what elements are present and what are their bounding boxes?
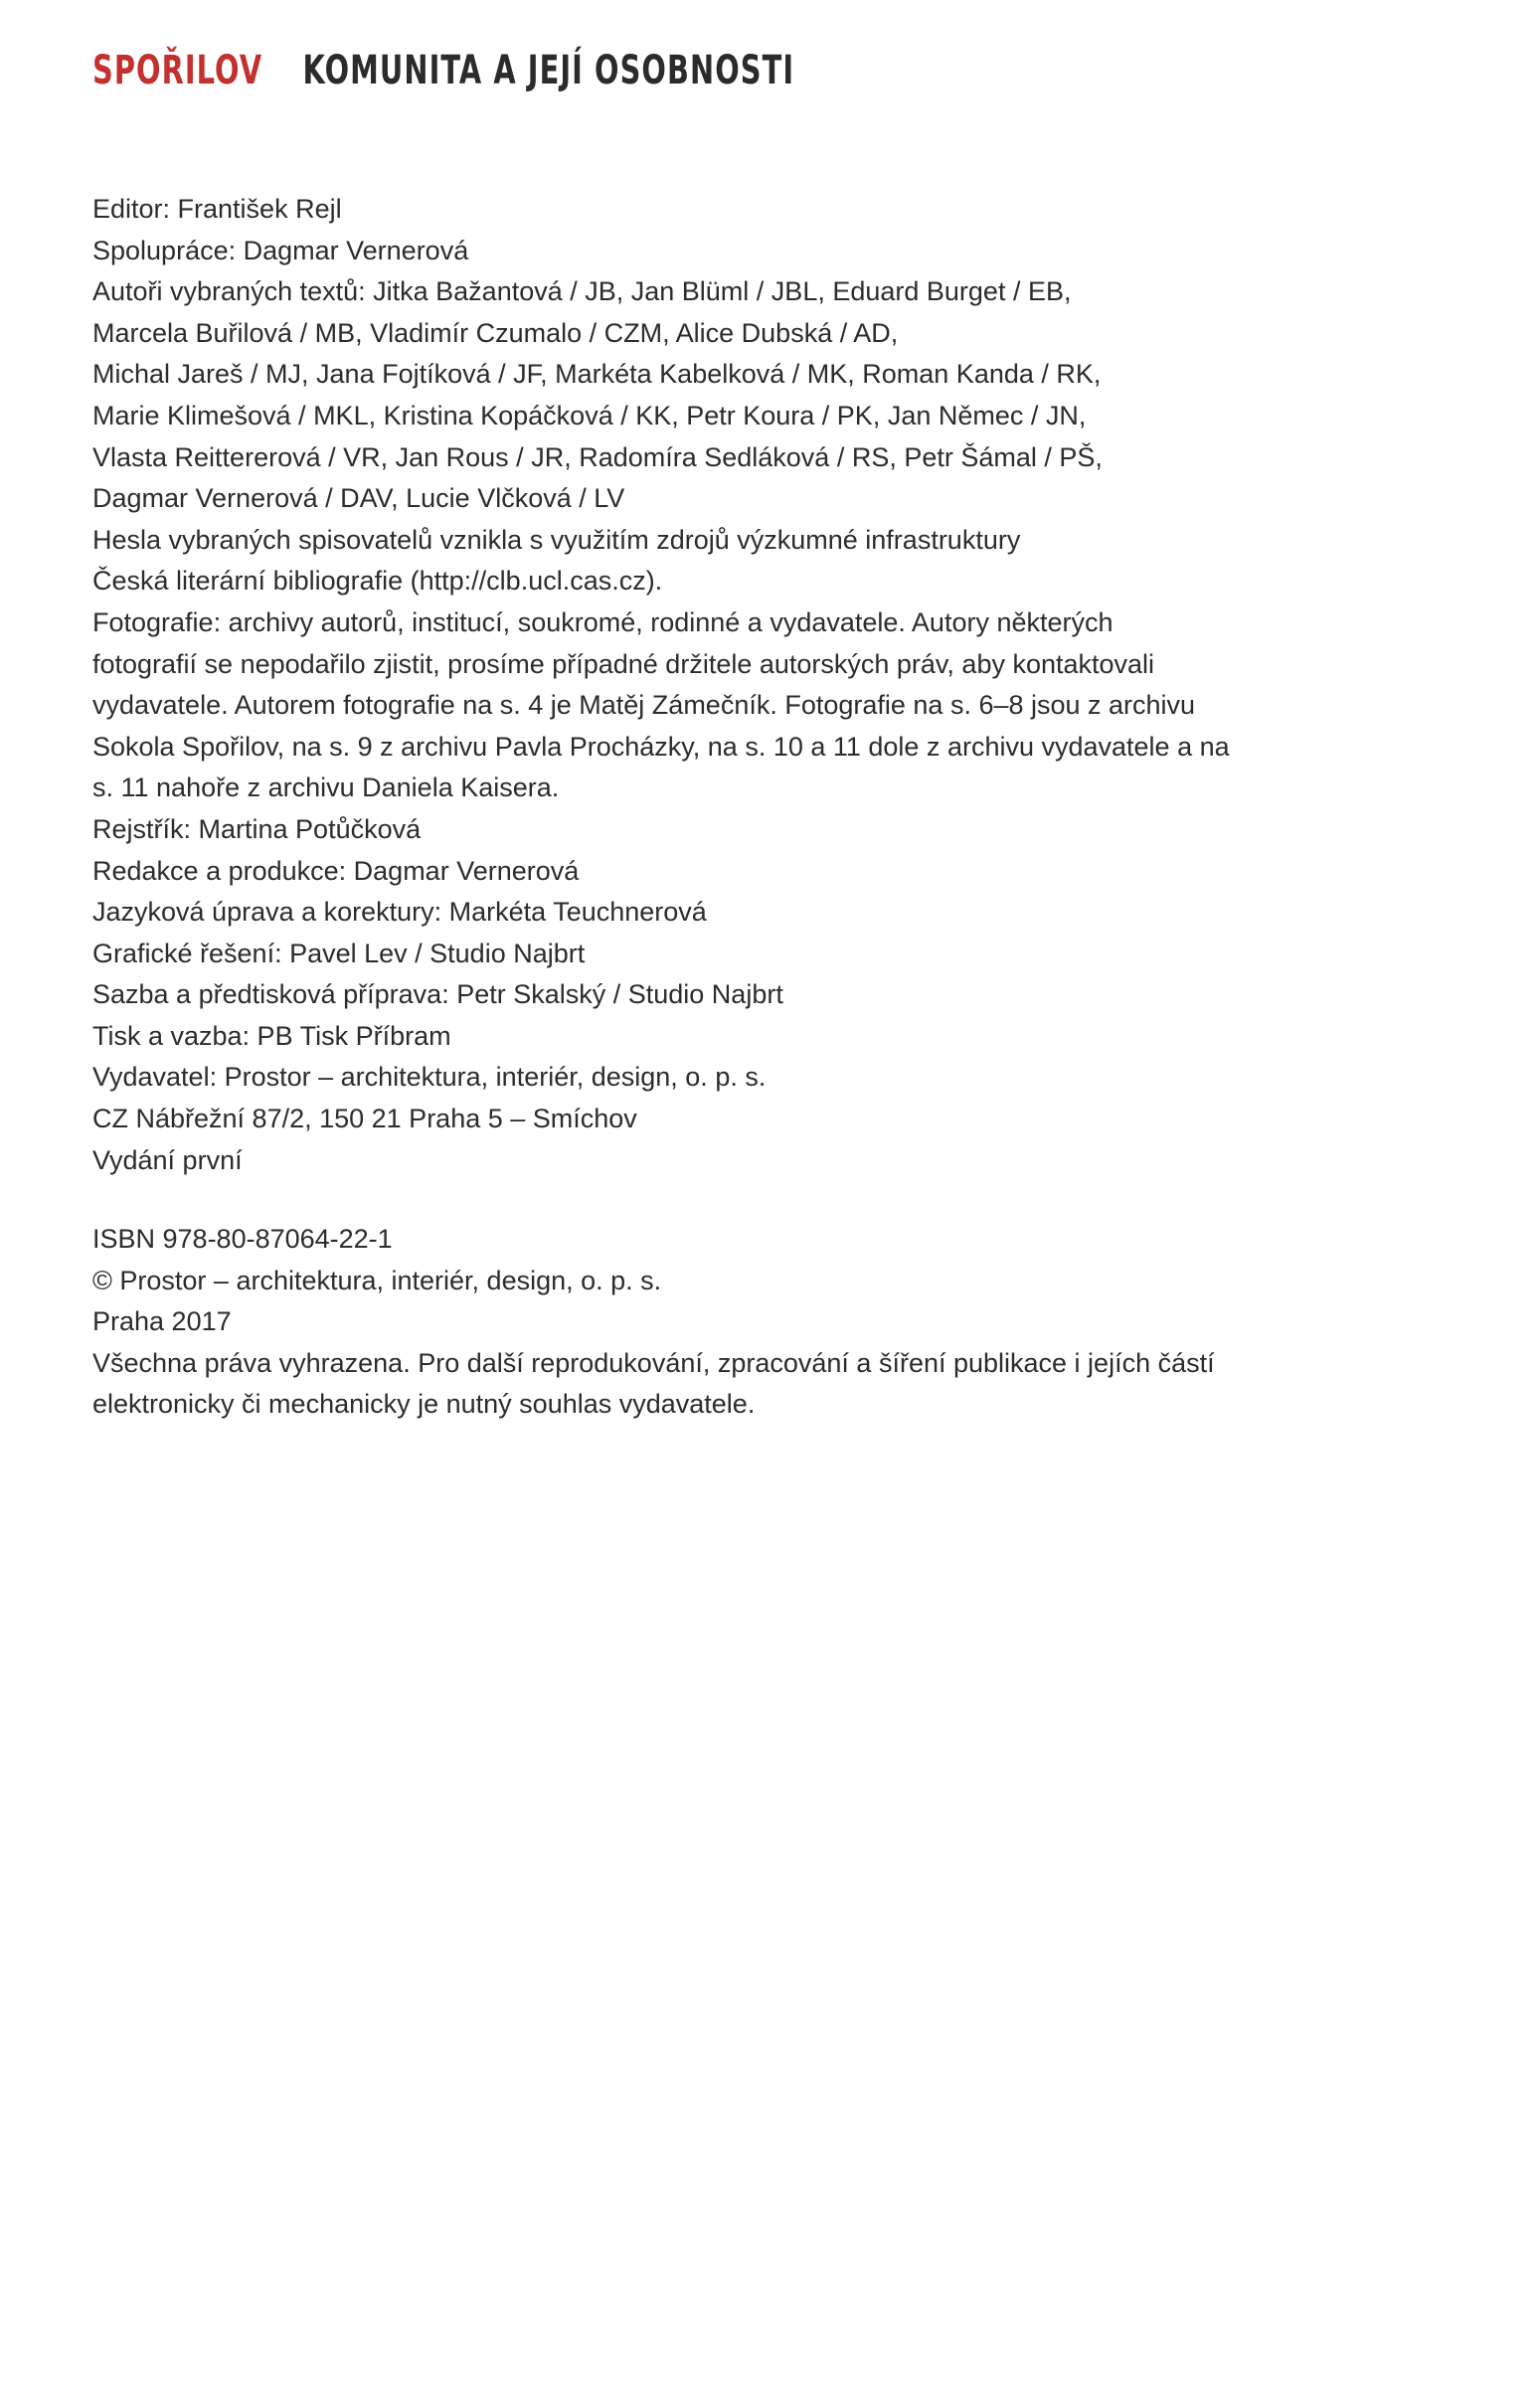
credit-line-sources: Česká literární bibliografie (http://clb.ucl.cas.cz). <box>92 566 663 597</box>
credit-line-index: Rejstřík: Martina Potůčková <box>92 813 422 844</box>
book-subtitle: KOMUNITA A JEJÍ OSOBNOSTI <box>302 48 795 93</box>
credit-line-printing: Tisk a vazba: PB Tisk Příbram <box>92 1020 451 1051</box>
legal-block <box>92 1219 1385 1426</box>
credit-line-photos: Fotografie: archivy autorů, institucí, soukromé, rodinné a vydavatele. Autory některých <box>92 606 1113 637</box>
rights-line: elektronicky či mechanicky je nutný souhlas vydavatele. <box>92 1389 756 1420</box>
copyright-line: © Prostor – architektura, interiér, design, o. p. s. <box>92 1265 662 1295</box>
rights-line: Všechna práva vyhrazena. Pro další reprodukování, zpracování a šíření publikace i jejích částí <box>92 1347 1215 1378</box>
credit-line-proofreading: Jazyková úprava a korektury: Markéta Teuchnerová <box>92 897 707 928</box>
place-year-line: Praha 2017 <box>92 1306 232 1337</box>
credits-block <box>92 189 1385 1181</box>
page-header <box>92 48 794 93</box>
credit-line-authors: Marcela Buřilová / MB, Vladimír Czumalo / CZM, Alice Dubská / AD, <box>92 317 899 348</box>
credit-line-editing: Redakce a produkce: Dagmar Vernerová <box>92 855 580 886</box>
credit-line-authors: Dagmar Vernerová / DAV, Lucie Vlčková / LV <box>92 483 625 514</box>
credit-line-typesetting: Sazba a předtisková příprava: Petr Skalský / Studio Najbrt <box>92 979 783 1010</box>
credit-line-address: CZ Nábřežní 87/2, 150 21 Praha 5 – Smíchov <box>92 1104 637 1134</box>
credit-line-sources: Hesla vybraných spisovatelů vznikla s využitím zdrojů výzkumné infrastruktury <box>92 524 1021 555</box>
credit-line-edition: Vydání první <box>92 1144 243 1175</box>
credit-line-authors: Michal Jareš / MJ, Jana Fojtíková / JF, Markéta Kabelková / MK, Roman Kanda / RK, <box>92 359 1102 390</box>
credit-line-authors: Marie Klimešová / MKL, Kristina Kopáčková / KK, Petr Koura / PK, Jan Němec / JN, <box>92 400 1087 430</box>
credit-line-authors: Vlasta Reittererová / VR, Jan Rous / JR, Radomíra Sedláková / RS, Petr Šámal / PŠ, <box>92 441 1103 472</box>
credit-line-editor: Editor: František Rejl <box>92 194 342 224</box>
credit-line-design: Grafické řešení: Pavel Lev / Studio Najbrt <box>92 938 586 968</box>
credit-line-publisher: Vydavatel: Prostor – architektura, interiér, design, o. p. s. <box>92 1062 767 1093</box>
book-brand-title: SPOŘILOV <box>92 48 263 93</box>
credit-line-photos: s. 11 nahoře z archivu Daniela Kaisera. <box>92 772 560 803</box>
credit-line-photos: fotografií se nepodařilo zjistit, prosíme případné držitele autorských práv, aby kontaktovali <box>92 648 1155 679</box>
credit-line-collaboration: Spolupráce: Dagmar Vernerová <box>92 235 469 265</box>
isbn-line: ISBN 978-80-87064-22-1 <box>92 1224 393 1254</box>
credit-line-photos: vydavatele. Autorem fotografie na s. 4 je Matěj Zámečník. Fotografie na s. 6–8 jsou z archivu <box>92 690 1196 721</box>
credit-line-authors: Autoři vybraných textů: Jitka Bažantová / JB, Jan Blüml / JBL, Eduard Burget / EB, <box>92 276 1072 307</box>
credit-line-photos: Sokola Spořilov, na s. 9 z archivu Pavla Procházky, na s. 10 a 11 dole z archivu vydavatele a na <box>92 731 1230 762</box>
